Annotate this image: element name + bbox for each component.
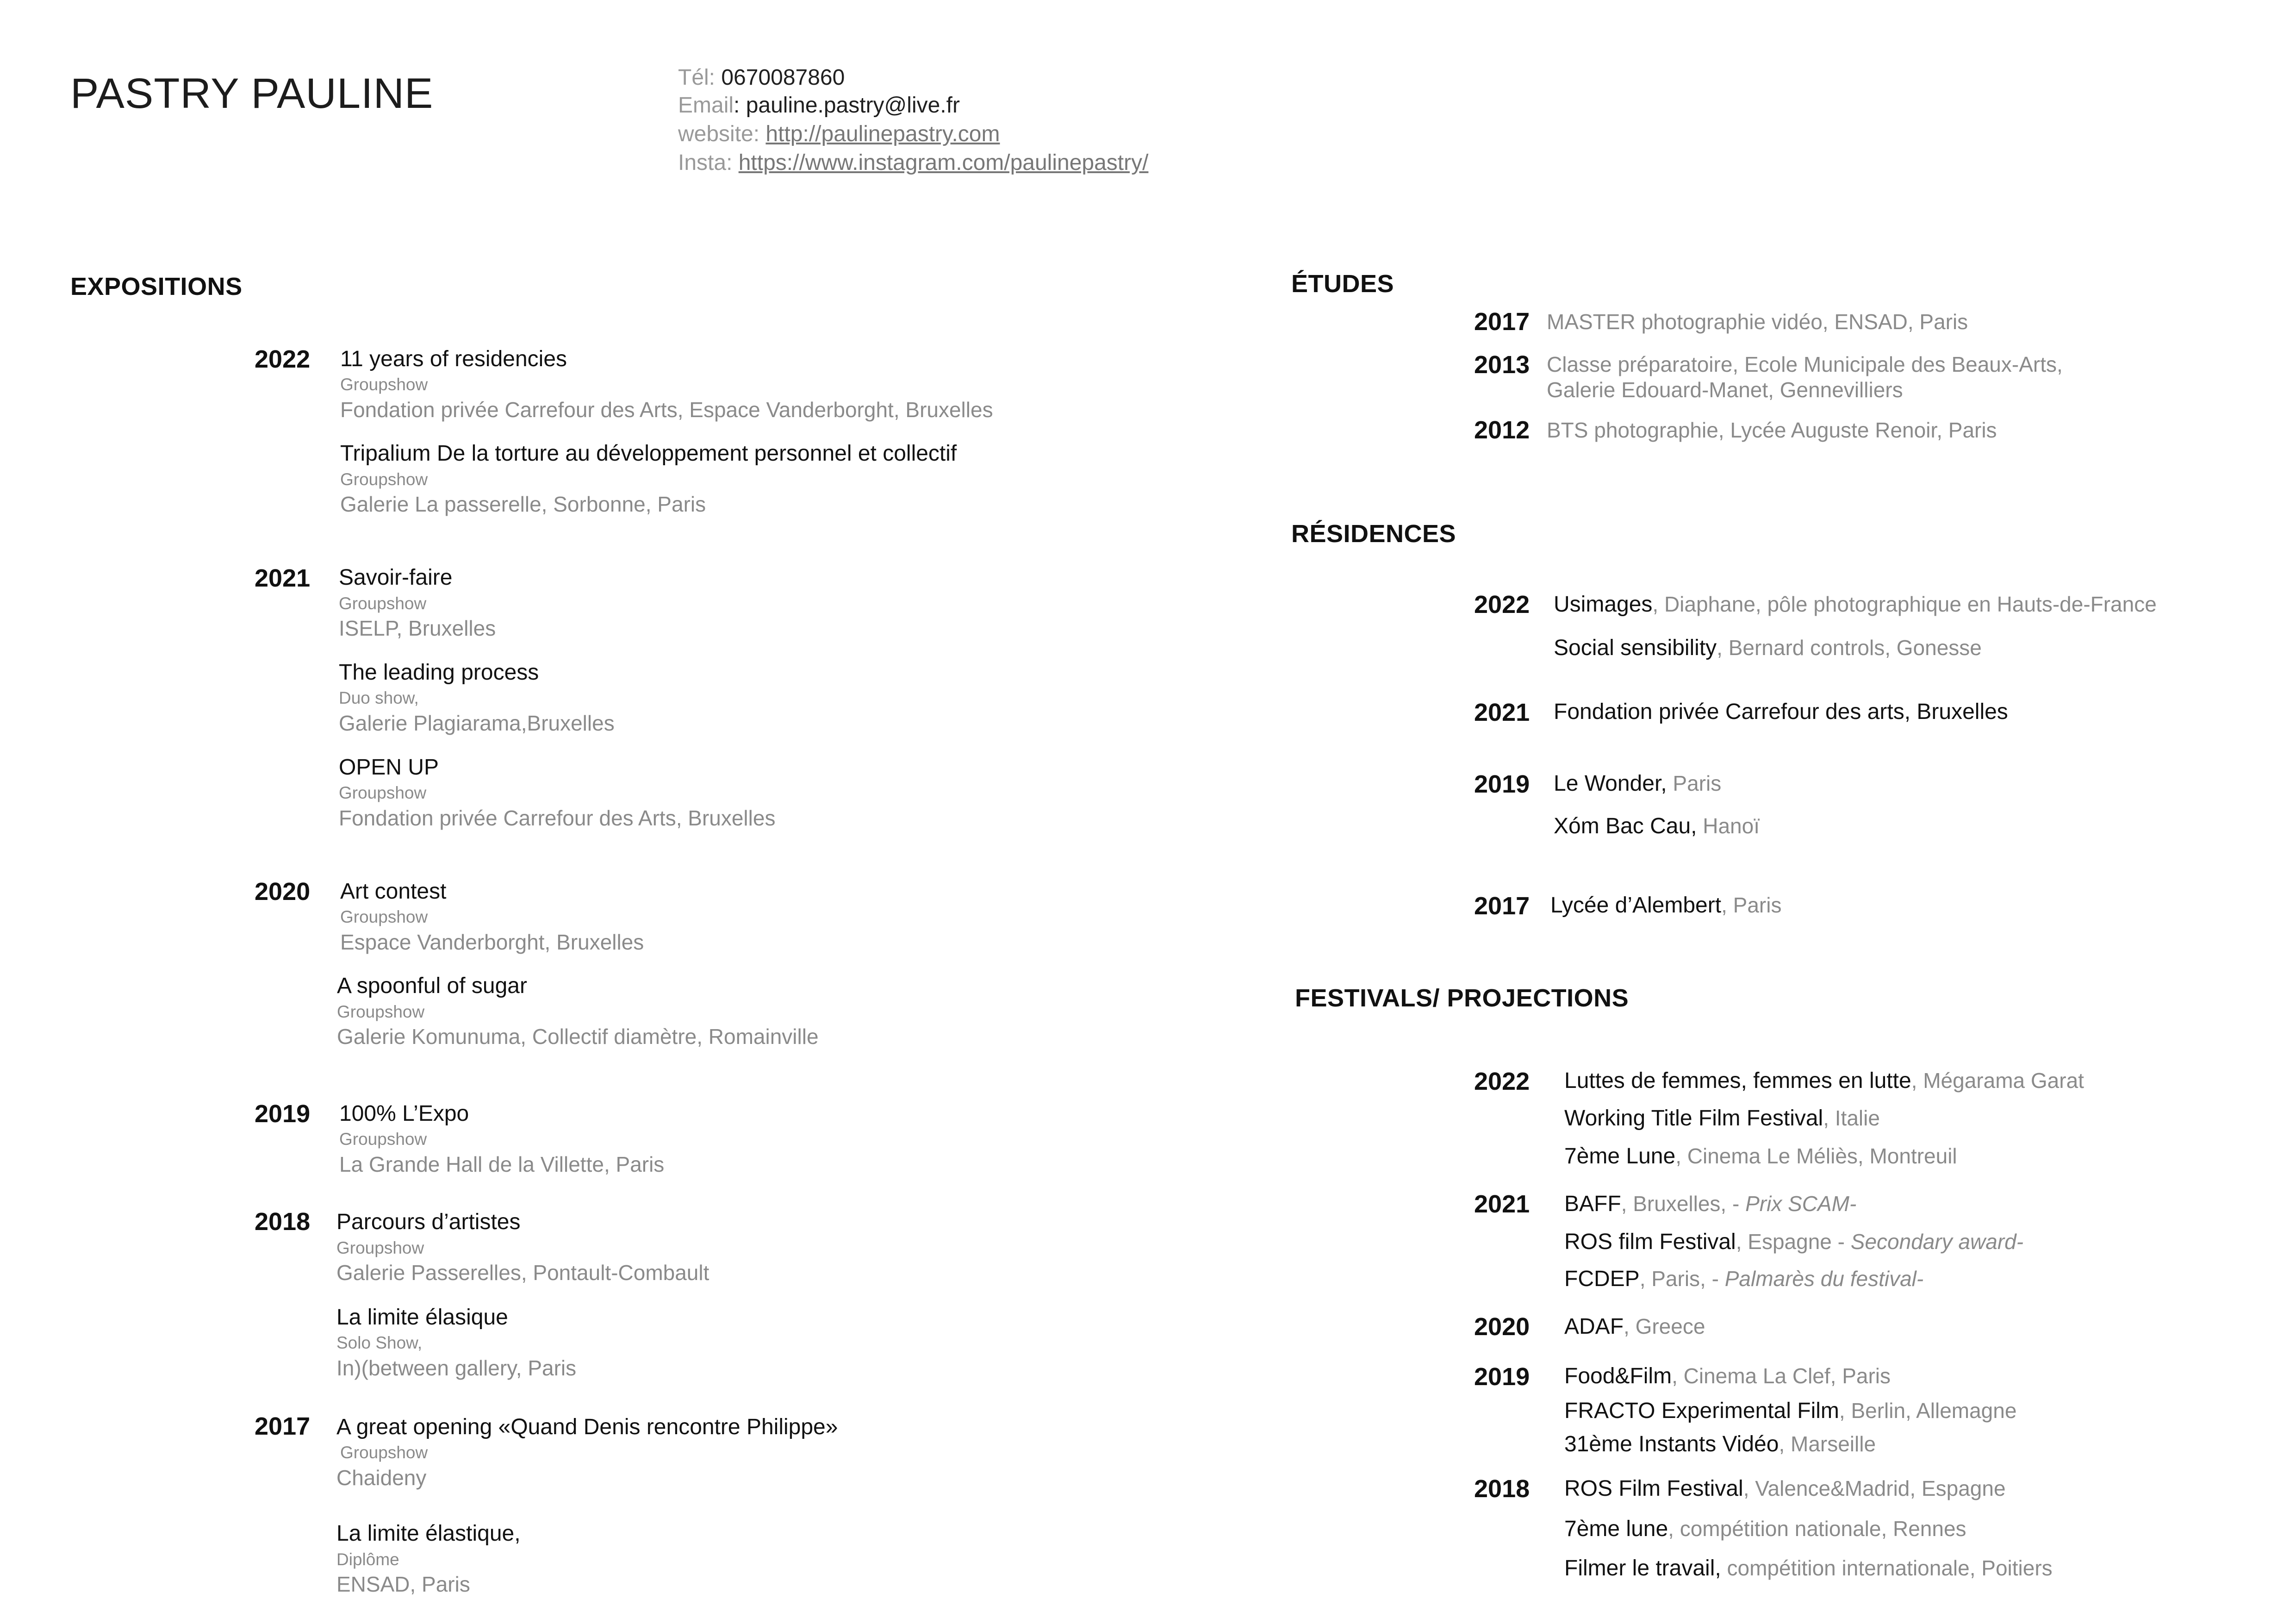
festivals-heading: FESTIVALS/ PROJECTIONS: [1295, 984, 1629, 1012]
exposition-type: Solo Show,: [336, 1333, 423, 1352]
festival-year: 2020: [1474, 1313, 1530, 1341]
festival-entry: [1564, 1431, 1876, 1457]
festival-entry: [1564, 1143, 1957, 1169]
festival-year: 2019: [1474, 1363, 1530, 1391]
phone-value: 0670087860: [721, 65, 845, 90]
exposition-type: Diplôme: [336, 1550, 399, 1569]
exposition-type: Groupshow: [340, 470, 428, 489]
exposition-year: 2017: [255, 1412, 311, 1440]
festival-name: Working Title Film Festival: [1564, 1106, 1823, 1131]
festival-detail: , Italie: [1823, 1106, 1880, 1130]
festival-entry: [1564, 1363, 1891, 1389]
exposition-year: 2019: [255, 1100, 311, 1128]
festival-entry: [1564, 1266, 1923, 1292]
residences-heading: RÉSIDENCES: [1291, 520, 1456, 548]
residence-name: Lycée d’Alembert: [1550, 893, 1722, 918]
exposition-title: La limite élastique,: [336, 1521, 521, 1546]
festival-award: Secondary award-: [1850, 1230, 2024, 1254]
exposition-title: Tripalium De la torture au développement personnel et collectif: [340, 441, 957, 466]
website-link[interactable]: http://paulinepastry.com: [765, 122, 1000, 146]
exposition-place: Fondation privée Carrefour des Arts, Espace Vanderborght, Bruxelles: [340, 398, 993, 422]
festival-detail: , Paris, -: [1639, 1267, 1725, 1291]
exposition-place: Fondation privée Carrefour des Arts, Bruxelles: [339, 806, 776, 830]
exposition-place: Espace Vanderborght, Bruxelles: [340, 930, 644, 954]
festival-name: ROS Film Festival: [1564, 1476, 1743, 1501]
residence-entry: [1554, 592, 2157, 617]
exposition-title: OPEN UP: [339, 755, 439, 780]
etudes-year: 2012: [1474, 416, 1530, 444]
etudes-text: BTS photographie, Lycée Auguste Renoir, Paris: [1547, 418, 1997, 442]
residence-detail: , Bernard controls, Gonesse: [1717, 636, 1982, 660]
festival-detail: , Cinema La Clef, Paris: [1672, 1364, 1891, 1388]
exposition-type: Groupshow: [336, 1238, 424, 1257]
festival-name: Luttes de femmes, femmes en lutte: [1564, 1068, 1911, 1093]
exposition-place: La Grande Hall de la Villette, Paris: [339, 1152, 665, 1176]
festival-detail: , Berlin, Allemagne: [1839, 1399, 2017, 1423]
festival-name: ADAF: [1564, 1314, 1624, 1339]
etudes-year: 2013: [1474, 351, 1530, 379]
festival-name: 31ème Instants Vidéo: [1564, 1432, 1779, 1456]
festival-entry: [1564, 1476, 2006, 1501]
exposition-place: Galerie Plagiarama,Bruxelles: [339, 711, 615, 735]
instagram-line: [678, 150, 1148, 175]
exposition-title: Parcours d’artistes: [336, 1210, 521, 1234]
residence-name: Fondation privée Carrefour des arts,: [1554, 700, 1911, 724]
residence-year: 2021: [1474, 699, 1530, 726]
festival-name: ROS film Festival: [1564, 1230, 1736, 1254]
festival-award: Palmarès du festival-: [1724, 1267, 1924, 1291]
residence-entry: [1554, 635, 1982, 661]
festival-name: 7ème Lune: [1564, 1144, 1676, 1168]
instagram-label: Insta:: [678, 150, 739, 175]
exposition-year: 2020: [255, 878, 311, 906]
exposition-place: Chaideny: [336, 1466, 427, 1490]
festival-detail: , compétition nationale, Rennes: [1668, 1517, 1966, 1541]
email-line: [678, 93, 960, 118]
exposition-place: Galerie Passerelles, Pontault-Combault: [336, 1261, 709, 1285]
residence-entry: [1550, 893, 1781, 918]
exposition-place: ENSAD, Paris: [336, 1572, 470, 1596]
festival-detail: , Mégarama Garat: [1911, 1068, 2084, 1093]
exposition-type: Duo show,: [339, 688, 419, 707]
phone-label: Tél:: [678, 65, 722, 90]
festival-detail: , Greece: [1624, 1314, 1705, 1338]
exposition-place: Galerie Komunuma, Collectif diamètre, Romainville: [337, 1024, 819, 1049]
residence-name: Le Wonder,: [1554, 771, 1667, 796]
residence-entry: [1554, 813, 1760, 839]
exposition-year: 2022: [255, 345, 311, 373]
email-value: : pauline.pastry@live.fr: [734, 93, 960, 118]
exposition-type: Groupshow: [339, 783, 427, 802]
website-label: website:: [678, 122, 766, 146]
residence-name: Usimages: [1554, 592, 1653, 617]
residence-detail: , Diaphane, pôle photographique en Hauts-de-France: [1652, 592, 2157, 616]
etudes-heading: ÉTUDES: [1291, 270, 1394, 298]
exposition-year: 2021: [255, 564, 311, 592]
residence-detail: Paris: [1667, 771, 1722, 795]
exposition-type: Groupshow: [340, 1443, 428, 1462]
exposition-type: Groupshow: [339, 1130, 427, 1149]
residence-detail: , Paris: [1721, 893, 1782, 917]
cv-name: PASTRY PAULINE: [70, 70, 434, 117]
festival-year: 2022: [1474, 1068, 1530, 1095]
phone-line: [678, 65, 845, 90]
festival-entry: [1564, 1516, 1966, 1542]
exposition-type: Groupshow: [340, 907, 428, 926]
exposition-title: 11 years of residencies: [340, 347, 567, 371]
website-line: [678, 121, 1000, 147]
festival-name: BAFF: [1564, 1192, 1621, 1216]
festival-detail: , Cinema Le Méliès, Montreuil: [1675, 1144, 1957, 1168]
festival-entry: [1564, 1314, 1705, 1339]
festival-entry: [1564, 1555, 2053, 1581]
festival-detail: , Marseille: [1779, 1432, 1876, 1456]
festival-entry: [1564, 1229, 2023, 1255]
exposition-place: Galerie La passerelle, Sorbonne, Paris: [340, 492, 706, 516]
etudes-year: 2017: [1474, 308, 1530, 336]
exposition-place: In)(between gallery, Paris: [336, 1356, 577, 1380]
festival-detail: , Valence&Madrid, Espagne: [1743, 1476, 2006, 1500]
etudes-text: Classe préparatoire, Ecole Municipale des Beaux-Arts,: [1547, 352, 2063, 376]
festival-name: FCDEP: [1564, 1267, 1640, 1291]
etudes-text: MASTER photographie vidéo, ENSAD, Paris: [1547, 310, 1968, 334]
expositions-heading: EXPOSITIONS: [70, 273, 243, 300]
residence-year: 2019: [1474, 770, 1530, 798]
etudes-text-continued: Galerie Edouard-Manet, Gennevilliers: [1547, 378, 1903, 402]
exposition-type: Groupshow: [337, 1002, 425, 1021]
festival-award: Prix SCAM-: [1745, 1192, 1857, 1216]
festival-name: Filmer le travail,: [1564, 1556, 1721, 1580]
instagram-link[interactable]: https://www.instagram.com/paulinepastry/: [738, 150, 1149, 175]
festival-detail: , Bruxelles, -: [1621, 1192, 1746, 1216]
exposition-title: A great opening «Quand Denis rencontre Philippe»: [336, 1415, 838, 1439]
residence-detail: Bruxelles: [1910, 700, 2008, 724]
residence-entry: [1554, 771, 1721, 796]
festival-entry: [1564, 1068, 2084, 1093]
festival-name: 7ème lune: [1564, 1517, 1668, 1541]
residence-entry: [1554, 699, 2008, 725]
festival-year: 2018: [1474, 1475, 1530, 1503]
exposition-title: Art contest: [340, 879, 447, 904]
festival-entry: [1564, 1106, 1880, 1131]
residence-detail: Hanoï: [1697, 814, 1760, 838]
residence-year: 2022: [1474, 591, 1530, 618]
festival-entry: [1564, 1191, 1856, 1217]
residence-name: Xóm Bac Cau,: [1554, 814, 1697, 838]
festival-year: 2021: [1474, 1190, 1530, 1218]
exposition-type: Groupshow: [340, 375, 428, 394]
residence-name: Social sensibility: [1554, 636, 1717, 660]
exposition-place: ISELP, Bruxelles: [339, 616, 496, 640]
festival-name: Food&Film: [1564, 1364, 1672, 1388]
residence-year: 2017: [1474, 892, 1530, 920]
festival-detail: , Espagne -: [1736, 1230, 1851, 1254]
exposition-title: 100% L’Expo: [339, 1101, 469, 1126]
exposition-title: Savoir-faire: [339, 565, 453, 590]
festival-name: FRACTO Experimental Film: [1564, 1399, 1839, 1423]
exposition-year: 2018: [255, 1208, 311, 1236]
festival-entry: [1564, 1398, 2016, 1424]
exposition-title: A spoonful of sugar: [337, 974, 527, 998]
exposition-title: La limite élasique: [336, 1305, 508, 1330]
exposition-title: The leading process: [339, 660, 539, 685]
festival-detail: compétition internationale, Poitiers: [1721, 1556, 2053, 1580]
email-label: Email: [678, 93, 734, 118]
exposition-type: Groupshow: [339, 594, 427, 613]
